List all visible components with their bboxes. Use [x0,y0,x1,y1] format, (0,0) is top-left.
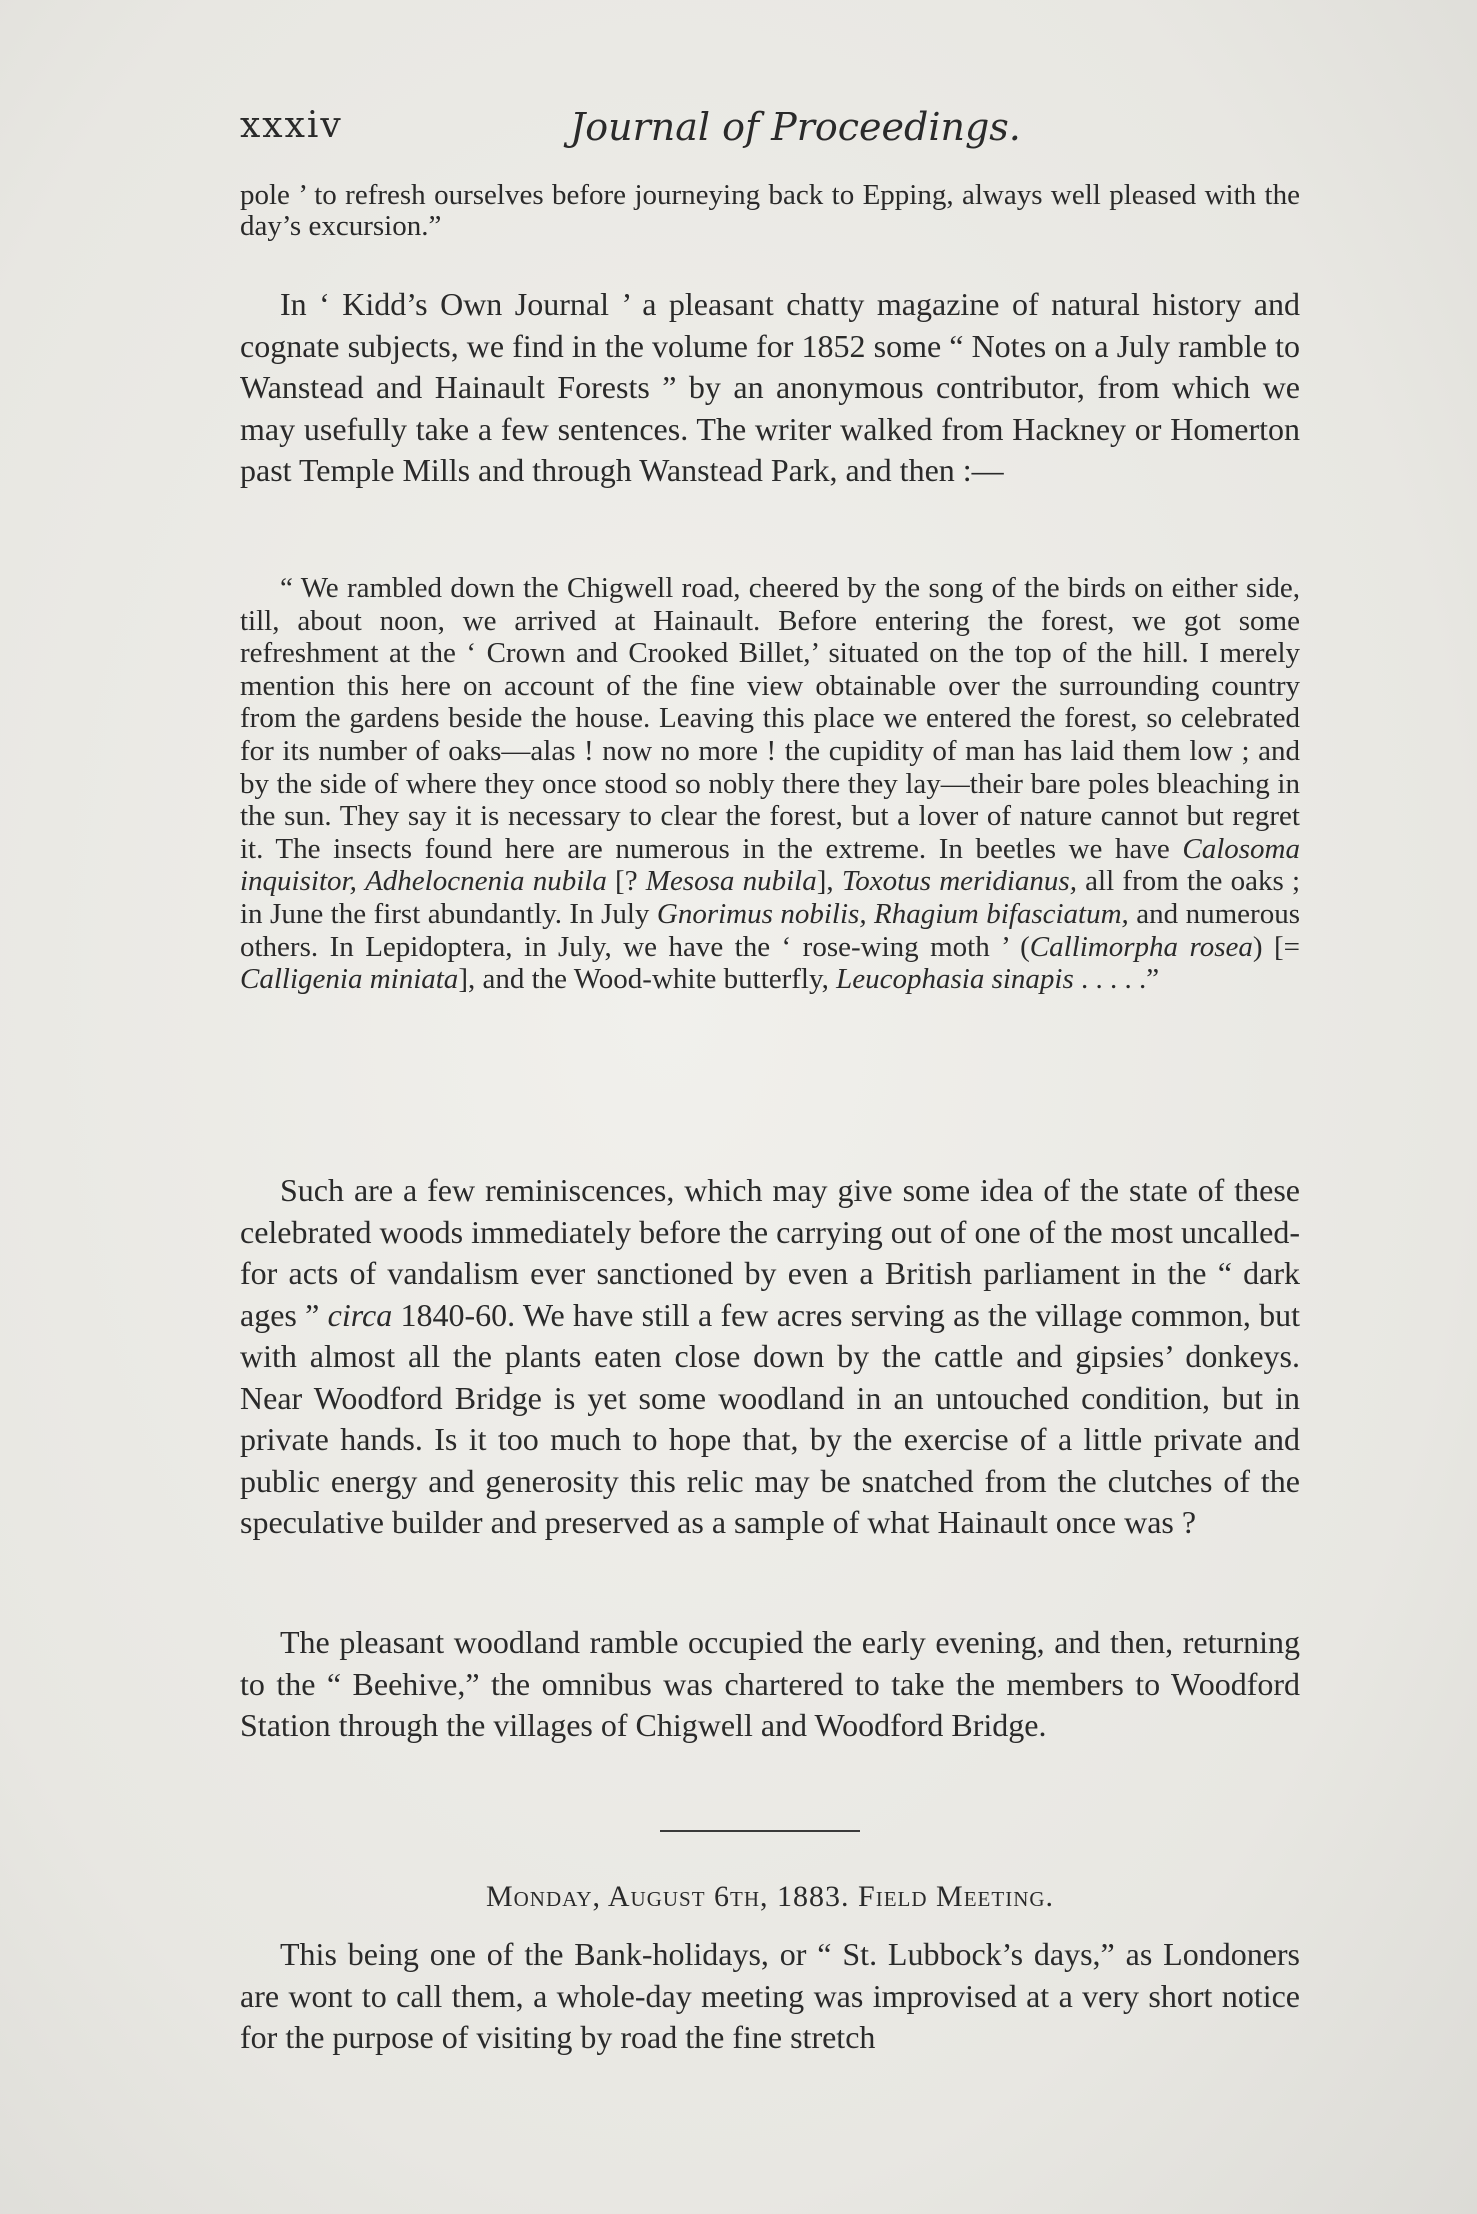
page-header [240,105,1300,165]
paragraph-reminiscences [240,1170,1300,1544]
paragraph-woodland-ramble [240,1622,1300,1747]
quotation-text: “ We rambled down the Chigwell road, cheered by the song of the birds on either side, till, about noon, we arrived at Hainault. Before entering the forest, we got some refreshment at the ‘ Crown and Crooked Billet,’ situated on the top of the hill. I merely mention this here on account of the fine view obtainable over the surrounding country from the gardens beside the house. Leaving this place we entered the forest, so celebrated for its number of oaks—alas ! now no more ! the cupidity of man has laid them low ; and by the side of where they once stood so nobly there they lay—their bare poles bleaching in the sun. They say it is necessary to clear the forest, but a lover of nature cannot but regret it. The insects found here are numerous in the extreme. In beetles we have Calosoma inquisitor, Adhelocnenia nubila [? Mesosa nubila], Toxotus meridianus, all from the oaks ; in June the first abundantly. In July Gnorimus nobilis, Rhagium bifasciatum, and numerous others. In Lepidoptera, in July, we have the ‘ rose-wing moth ’ (Callimorpha rosea) [= Calligenia miniata], and the Wood-white butterfly, Leucophasia sinapis . . . . .” [240,572,1301,996]
block-quotation [240,572,1300,996]
paragraph-text: Such are a few reminiscences, which may give some idea of the state of these celebrated woods immediately before the carrying out of one of the most uncalled-for acts of vandalism ever sanctioned by even a British parliament in the “ dark ages ” circa 1840-60. We have still a few acres serving as the village common, but with almost all the plants eaten close down by the cattle and gipsies’ donkeys. Near Woodford Bridge is yet some woodland in an untouched condition, but in private hands. Is it too much to hope that, by the exercise of a little private and public energy and generosity this relic may be snatched from the clutches of the speculative builder and preserved as a sample of what Hainault once was ? [240,1172,1301,1540]
paragraph-bank-holiday [240,1934,1300,2059]
page-number: xxxiv [240,105,343,146]
paragraph-text: This being one of the Bank-holidays, or “ St. Lubbock’s days,” as Londoners are wont to call them, a whole-day meeting was improvised at a very short notice for the purpose of visiting by road the fine stretch [240,1936,1300,2055]
running-title: Journal of Proceedings. [570,105,1021,149]
paragraph-text: pole ’ to refresh ourselves before journeying back to Epping, always well pleased with the day’s excursion.” [240,179,1300,242]
paragraph-kidds-journal [240,284,1300,492]
section-heading: Monday, August 6th, 1883. Field Meeting. [485,1880,1055,1913]
paragraph-text: The pleasant woodland ramble occupied the early evening, and then, returning to the “ Beehive,” the omnibus was chartered to take the members to Woodford Station through the villages of Chigwell and Woodford Bridge. [240,1624,1300,1743]
section-divider [660,1830,860,1832]
paragraph-continuation [240,180,1300,242]
paragraph-text: In ‘ Kidd’s Own Journal ’ a pleasant chatty magazine of natural history and cognate subjects, we find in the volume for 1852 some “ Notes on a July ramble to Wanstead and Hainault Forests ” by an anonymous contributor, from which we may usefully take a few sentences. The writer walked from Hackney or Homerton past Temple Mills and through Wanstead Park, and then :— [240,286,1300,488]
